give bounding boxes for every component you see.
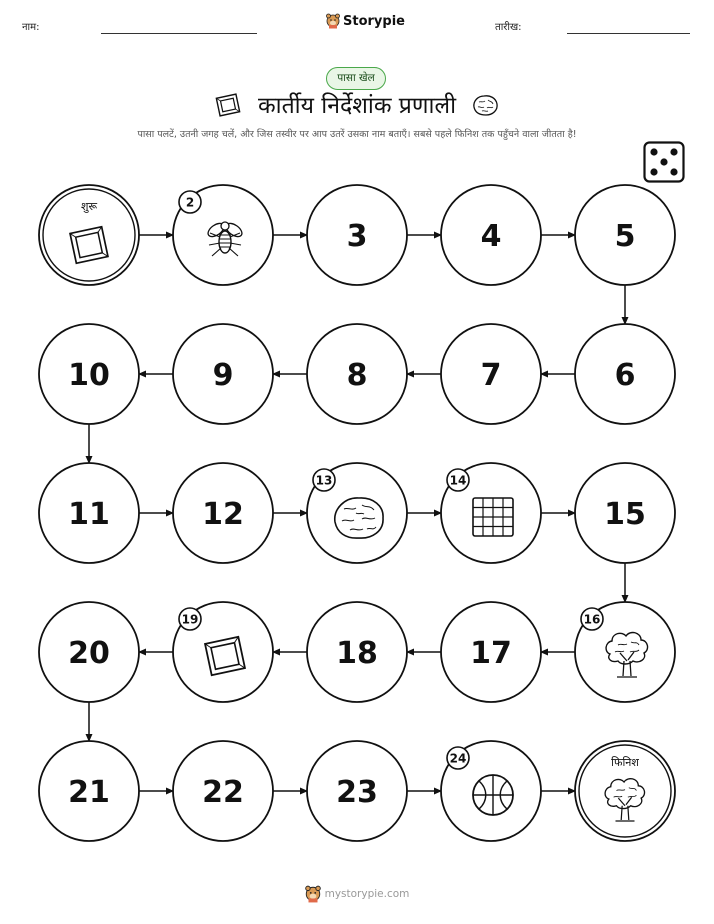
board-space[interactable]	[173, 463, 273, 563]
space-number: 17	[470, 636, 512, 671]
finish-label: फिनिश	[611, 756, 639, 769]
finish-space[interactable]	[575, 741, 675, 841]
bear-logo-icon	[305, 885, 321, 903]
board-space[interactable]	[173, 185, 273, 285]
space-number: 8	[346, 358, 368, 393]
footer-url: mystorypie.com	[324, 888, 410, 900]
board-space[interactable]	[575, 324, 675, 424]
instructions: पासा पलटें, उतनी जगह चलें, और जिस तस्वीर पर आप उतरें उसका नाम बताएँ। सबसे पहले फिनिश तक पहुँचने वाला जीतता है!	[137, 129, 577, 140]
space-number: 6	[614, 358, 636, 393]
space-number: 20	[68, 636, 110, 671]
board-space[interactable]	[441, 185, 541, 285]
start-space[interactable]	[39, 185, 139, 285]
board-space[interactable]	[39, 741, 139, 841]
board-space[interactable]	[307, 185, 407, 285]
space-number: 18	[336, 636, 378, 671]
board-space[interactable]	[441, 741, 541, 841]
board-space[interactable]	[307, 602, 407, 702]
space-number: 5	[614, 219, 636, 254]
name-label: नाम:	[22, 22, 40, 33]
badge-number: 13	[315, 473, 333, 488]
space-number: 7	[480, 358, 502, 393]
board-space[interactable]	[441, 602, 541, 702]
space-number: 12	[202, 497, 244, 532]
rock-icon	[335, 498, 383, 538]
page-title-text: कार्तीय निर्देशांक प्रणाली	[257, 93, 457, 119]
badge-number: 16	[583, 612, 601, 627]
space-number-badge	[179, 191, 201, 213]
space-number-badge	[581, 608, 603, 630]
board-space[interactable]	[307, 324, 407, 424]
badge-number: 2	[185, 195, 195, 210]
space-number-badge	[447, 469, 469, 491]
board-space[interactable]	[39, 463, 139, 563]
board-space[interactable]	[575, 185, 675, 285]
footer	[0, 885, 714, 903]
board-space[interactable]	[307, 463, 407, 563]
space-number-badge	[313, 469, 335, 491]
grid-icon	[473, 498, 513, 536]
board-space[interactable]	[307, 741, 407, 841]
board-space[interactable]	[441, 463, 541, 563]
space-number: 22	[202, 775, 244, 810]
tile-icon	[205, 637, 245, 675]
space-number-badge	[179, 608, 201, 630]
board-space[interactable]	[173, 741, 273, 841]
tile-icon	[70, 227, 108, 263]
space-number: 9	[212, 358, 234, 393]
dice-five-icon[interactable]	[643, 141, 685, 183]
board-space[interactable]	[575, 602, 675, 702]
ball-icon	[473, 775, 513, 815]
brand-name: Storypie	[343, 13, 405, 29]
board-space[interactable]	[39, 324, 139, 424]
space-number: 4	[480, 219, 502, 254]
badge-number: 24	[449, 751, 467, 766]
space-number-badge	[447, 747, 469, 769]
board-space[interactable]	[441, 324, 541, 424]
space-number: 15	[604, 497, 646, 532]
date-label: तारीख:	[495, 22, 522, 33]
badge-number: 14	[449, 473, 467, 488]
space-number: 21	[68, 775, 110, 810]
space-number: 23	[336, 775, 378, 810]
start-label: शुरू	[80, 200, 98, 213]
space-number: 11	[68, 497, 110, 532]
board-space[interactable]	[39, 602, 139, 702]
board-space[interactable]	[575, 463, 675, 563]
space-number: 3	[346, 219, 368, 254]
board-space[interactable]	[173, 602, 273, 702]
board-space[interactable]	[173, 324, 273, 424]
space-number: 10	[68, 358, 110, 393]
game-type-badge: पासा खेल	[326, 67, 386, 90]
badge-number: 19	[181, 612, 199, 627]
